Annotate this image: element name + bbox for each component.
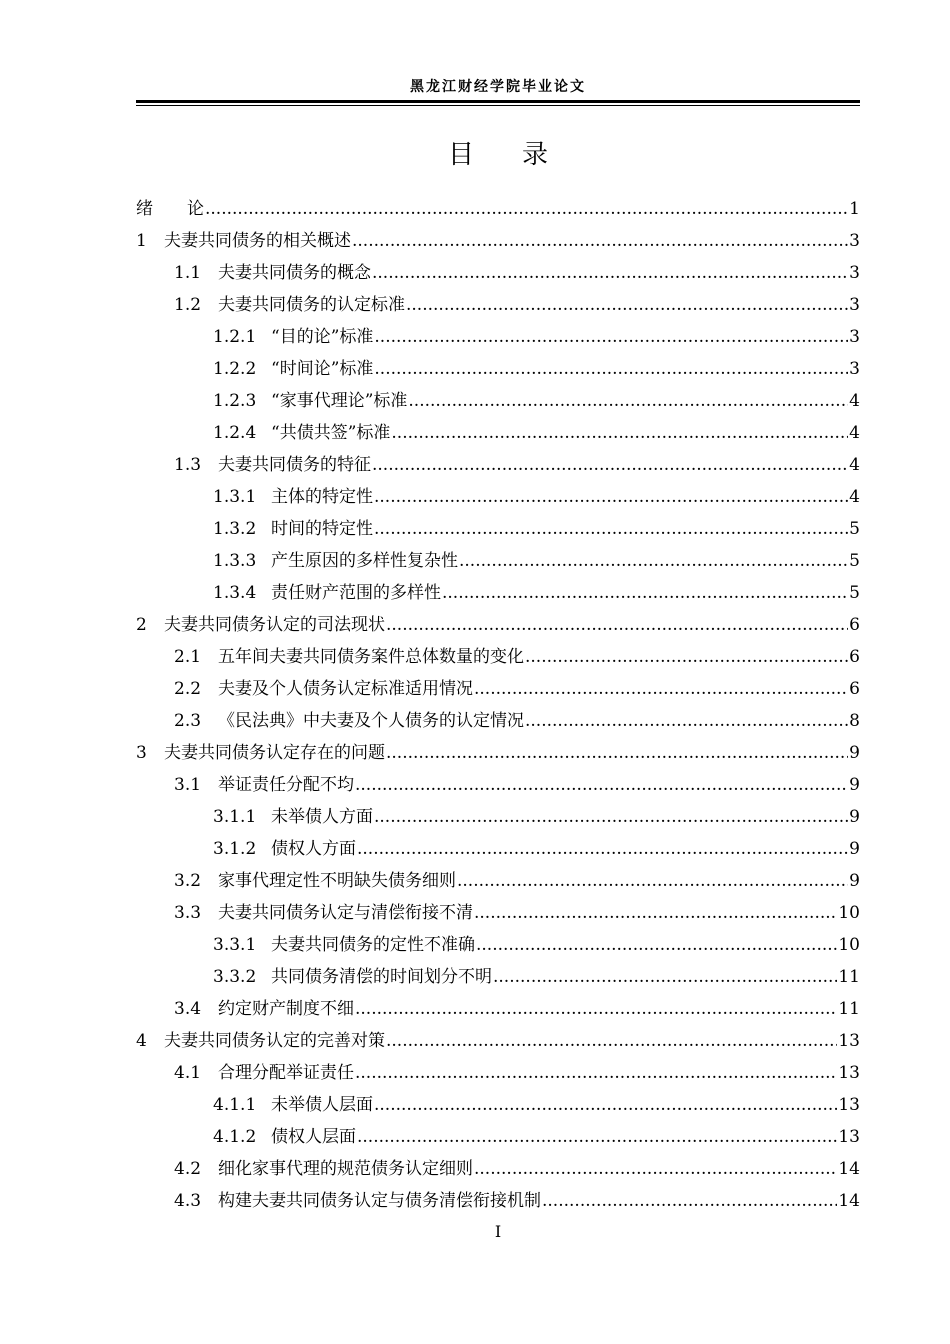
toc-entry-page: 4 — [849, 391, 860, 411]
toc-leader-dots — [372, 454, 848, 476]
toc-entry-page: 6 — [849, 679, 860, 699]
toc-entry-page: 3 — [849, 231, 860, 251]
toc-entry[interactable] — [136, 604, 860, 636]
toc-entry-title: 绪 论 — [136, 199, 204, 219]
toc-entry-title: 夫妻及个人债务认定标准适用情况 — [218, 679, 473, 699]
toc-entry[interactable] — [136, 444, 860, 476]
toc-leader-dots — [457, 870, 848, 892]
toc-entry[interactable] — [136, 1084, 860, 1116]
toc-entry-number: 2 — [136, 615, 147, 635]
header-rule-thin — [136, 105, 860, 106]
toc-entry-page: 13 — [838, 1031, 860, 1051]
toc-entry-title: 细化家事代理的规范债务认定细则 — [218, 1159, 473, 1179]
toc-entry[interactable] — [136, 668, 860, 700]
toc-entry-title: 夫妻共同债务的概念 — [218, 263, 371, 283]
toc-entry-page: 3 — [849, 359, 860, 379]
toc-leader-dots — [442, 582, 848, 604]
toc-entry[interactable] — [136, 1180, 860, 1212]
toc-entry-page: 10 — [838, 903, 860, 923]
toc-entry-page: 13 — [838, 1127, 860, 1147]
toc-leader-dots — [386, 742, 848, 764]
toc-entry[interactable] — [136, 508, 860, 540]
toc-entry-page: 9 — [849, 743, 860, 763]
toc-entry[interactable] — [136, 732, 860, 764]
toc-entry-title: 夫妻共同债务认定的完善对策 — [164, 1031, 385, 1051]
toc-entry-number: 1 — [136, 231, 147, 251]
toc-entry[interactable] — [136, 316, 860, 348]
toc-entry-page: 9 — [849, 839, 860, 859]
toc-leader-dots — [352, 230, 848, 252]
toc-entry[interactable] — [136, 572, 860, 604]
toc-entry-number: 3.1.1 — [213, 807, 257, 827]
toc-leader-dots — [386, 1030, 837, 1052]
toc-entry-page: 9 — [849, 807, 860, 827]
toc-leader-dots — [355, 1062, 837, 1084]
toc-entry-page: 9 — [849, 775, 860, 795]
toc-entry[interactable] — [136, 956, 860, 988]
toc-entry-number: 1.3.1 — [213, 487, 257, 507]
table-of-contents — [136, 188, 860, 1212]
toc-entry-title: 夫妻共同债务认定存在的问题 — [164, 743, 385, 763]
toc-entry[interactable] — [136, 988, 860, 1020]
toc-entry[interactable] — [136, 412, 860, 444]
toc-entry[interactable] — [136, 380, 860, 412]
toc-leader-dots — [374, 358, 848, 380]
toc-entry-title: 举证责任分配不均 — [218, 775, 354, 795]
toc-entry-number: 3.1.2 — [213, 839, 257, 859]
toc-entry-page: 4 — [849, 423, 860, 443]
toc-entry-number: 1.2.2 — [213, 359, 257, 379]
toc-entry-title: “时间论”标准 — [271, 359, 374, 379]
toc-entry-title: 未举债人层面 — [271, 1095, 373, 1115]
toc-entry-page: 5 — [849, 519, 860, 539]
toc-entry-title: 《民法典》中夫妻及个人债务的认定情况 — [218, 711, 524, 731]
toc-leader-dots — [374, 486, 848, 508]
toc-entry[interactable] — [136, 892, 860, 924]
toc-entry[interactable] — [136, 1020, 860, 1052]
toc-entry-number: 1.2.3 — [213, 391, 257, 411]
toc-entry-page: 4 — [849, 487, 860, 507]
toc-entry-title: 主体的特定性 — [271, 487, 373, 507]
toc-entry[interactable] — [136, 188, 860, 220]
toc-entry-number: 3.4 — [174, 999, 202, 1019]
toc-entry-title: “目的论”标准 — [271, 327, 374, 347]
toc-leader-dots — [474, 902, 837, 924]
toc-entry[interactable] — [136, 1116, 860, 1148]
toc-entry-title: 夫妻共同债务的定性不准确 — [271, 935, 475, 955]
toc-leader-dots — [542, 1190, 837, 1212]
toc-leader-dots — [374, 1094, 837, 1116]
toc-entry-title: 时间的特定性 — [271, 519, 373, 539]
toc-entry-title: 夫妻共同债务的相关概述 — [164, 231, 351, 251]
toc-leader-dots — [474, 1158, 837, 1180]
toc-leader-dots — [357, 1126, 837, 1148]
toc-entry-number: 1.3.3 — [213, 551, 257, 571]
toc-entry-number: 4.3 — [174, 1191, 202, 1211]
toc-entry-title: 夫妻共同债务的特征 — [218, 455, 371, 475]
toc-entry[interactable] — [136, 924, 860, 956]
page-number: I — [494, 1222, 502, 1241]
toc-entry[interactable] — [136, 796, 860, 828]
toc-entry[interactable] — [136, 284, 860, 316]
toc-entry-page: 13 — [838, 1063, 860, 1083]
toc-entry[interactable] — [136, 700, 860, 732]
toc-entry-title: 债权人方面 — [271, 839, 356, 859]
toc-entry-number: 4.1.1 — [213, 1095, 257, 1115]
toc-leader-dots — [374, 518, 848, 540]
toc-entry-page: 3 — [849, 295, 860, 315]
toc-entry[interactable] — [136, 1148, 860, 1180]
toc-entry-title: 合理分配举证责任 — [218, 1063, 354, 1083]
toc-leader-dots — [493, 966, 837, 988]
toc-leader-dots — [372, 262, 848, 284]
toc-entry-page: 4 — [849, 455, 860, 475]
toc-entry-page: 8 — [849, 711, 860, 731]
toc-entry[interactable] — [136, 860, 860, 892]
toc-leader-dots — [374, 806, 848, 828]
toc-entry-title: “共债共签”标准 — [271, 423, 391, 443]
toc-entry-number: 4.2 — [174, 1159, 202, 1179]
toc-leader-dots — [355, 774, 848, 796]
toc-entry-page: 6 — [849, 647, 860, 667]
toc-entry-number: 1.3 — [174, 455, 202, 475]
toc-entry-number: 3.3.1 — [213, 935, 257, 955]
toc-entry-number: 4 — [136, 1031, 147, 1051]
toc-entry-title: 债权人层面 — [271, 1127, 356, 1147]
toc-entry-title: 约定财产制度不细 — [218, 999, 354, 1019]
toc-entry-page: 3 — [849, 263, 860, 283]
toc-entry-number: 3.3 — [174, 903, 202, 923]
toc-leader-dots — [406, 294, 848, 316]
toc-entry[interactable] — [136, 1052, 860, 1084]
toc-entry-title: 夫妻共同债务认定与清偿衔接不清 — [218, 903, 473, 923]
toc-leader-dots — [525, 646, 848, 668]
toc-entry-page: 6 — [849, 615, 860, 635]
toc-entry-page: 13 — [838, 1095, 860, 1115]
toc-entry-page: 3 — [849, 327, 860, 347]
toc-leader-dots — [391, 422, 848, 444]
toc-leader-dots — [355, 998, 837, 1020]
toc-entry[interactable] — [136, 636, 860, 668]
toc-entry-number: 1.2 — [174, 295, 202, 315]
toc-entry-title: “家事代理论”标准 — [271, 391, 408, 411]
toc-leader-dots — [205, 198, 848, 220]
toc-entry-title: 家事代理定性不明缺失债务细则 — [218, 871, 456, 891]
toc-leader-dots — [374, 326, 848, 348]
toc-entry-page: 11 — [838, 999, 860, 1019]
toc-entry-number: 3.2 — [174, 871, 202, 891]
toc-entry-page: 10 — [838, 935, 860, 955]
toc-entry-number: 1.3.2 — [213, 519, 257, 539]
running-header: 黑龙江财经学院毕业论文 — [410, 79, 586, 95]
toc-entry-title: 夫妻共同债务认定的司法现状 — [164, 615, 385, 635]
toc-entry-number: 4.1 — [174, 1063, 202, 1083]
toc-entry-number: 1.3.4 — [213, 583, 257, 603]
toc-leader-dots — [357, 838, 848, 860]
toc-entry-number: 2.3 — [174, 711, 202, 731]
toc-entry-title: 未举债人方面 — [271, 807, 373, 827]
toc-entry-title: 夫妻共同债务的认定标准 — [218, 295, 405, 315]
toc-entry-number: 2.1 — [174, 647, 202, 667]
toc-entry-number: 1.1 — [174, 263, 202, 283]
toc-entry-page: 14 — [838, 1191, 860, 1211]
toc-entry[interactable] — [136, 220, 860, 252]
toc-entry[interactable] — [136, 540, 860, 572]
toc-entry[interactable] — [136, 828, 860, 860]
toc-leader-dots — [408, 390, 848, 412]
toc-leader-dots — [525, 710, 848, 732]
toc-leader-dots — [476, 934, 837, 956]
toc-entry-number: 3 — [136, 743, 147, 763]
page-title: 目录 — [447, 140, 596, 170]
header-rule-thick — [136, 100, 860, 103]
toc-entry-title: 产生原因的多样性复杂性 — [271, 551, 458, 571]
toc-entry-page: 14 — [838, 1159, 860, 1179]
toc-entry[interactable] — [136, 764, 860, 796]
toc-entry[interactable] — [136, 252, 860, 284]
toc-entry-number: 2.2 — [174, 679, 202, 699]
toc-leader-dots — [474, 678, 848, 700]
toc-entry-number: 1.2.4 — [213, 423, 257, 443]
toc-entry-number: 4.1.2 — [213, 1127, 257, 1147]
toc-entry-page: 9 — [849, 871, 860, 891]
toc-entry[interactable] — [136, 476, 860, 508]
toc-entry-page: 5 — [849, 583, 860, 603]
toc-entry-title: 五年间夫妻共同债务案件总体数量的变化 — [218, 647, 524, 667]
toc-entry-number: 1.2.1 — [213, 327, 257, 347]
toc-entry-number: 3.1 — [174, 775, 202, 795]
toc-entry-page: 11 — [838, 967, 860, 987]
toc-leader-dots — [386, 614, 848, 636]
toc-entry-title: 共同债务清偿的时间划分不明 — [271, 967, 492, 987]
toc-entry-page: 1 — [849, 199, 860, 219]
toc-entry-title: 构建夫妻共同债务认定与债务清偿衔接机制 — [218, 1191, 541, 1211]
toc-entry-title: 责任财产范围的多样性 — [271, 583, 441, 603]
toc-entry[interactable] — [136, 348, 860, 380]
toc-entry-number: 3.3.2 — [213, 967, 257, 987]
toc-entry-page: 5 — [849, 551, 860, 571]
toc-leader-dots — [459, 550, 848, 572]
